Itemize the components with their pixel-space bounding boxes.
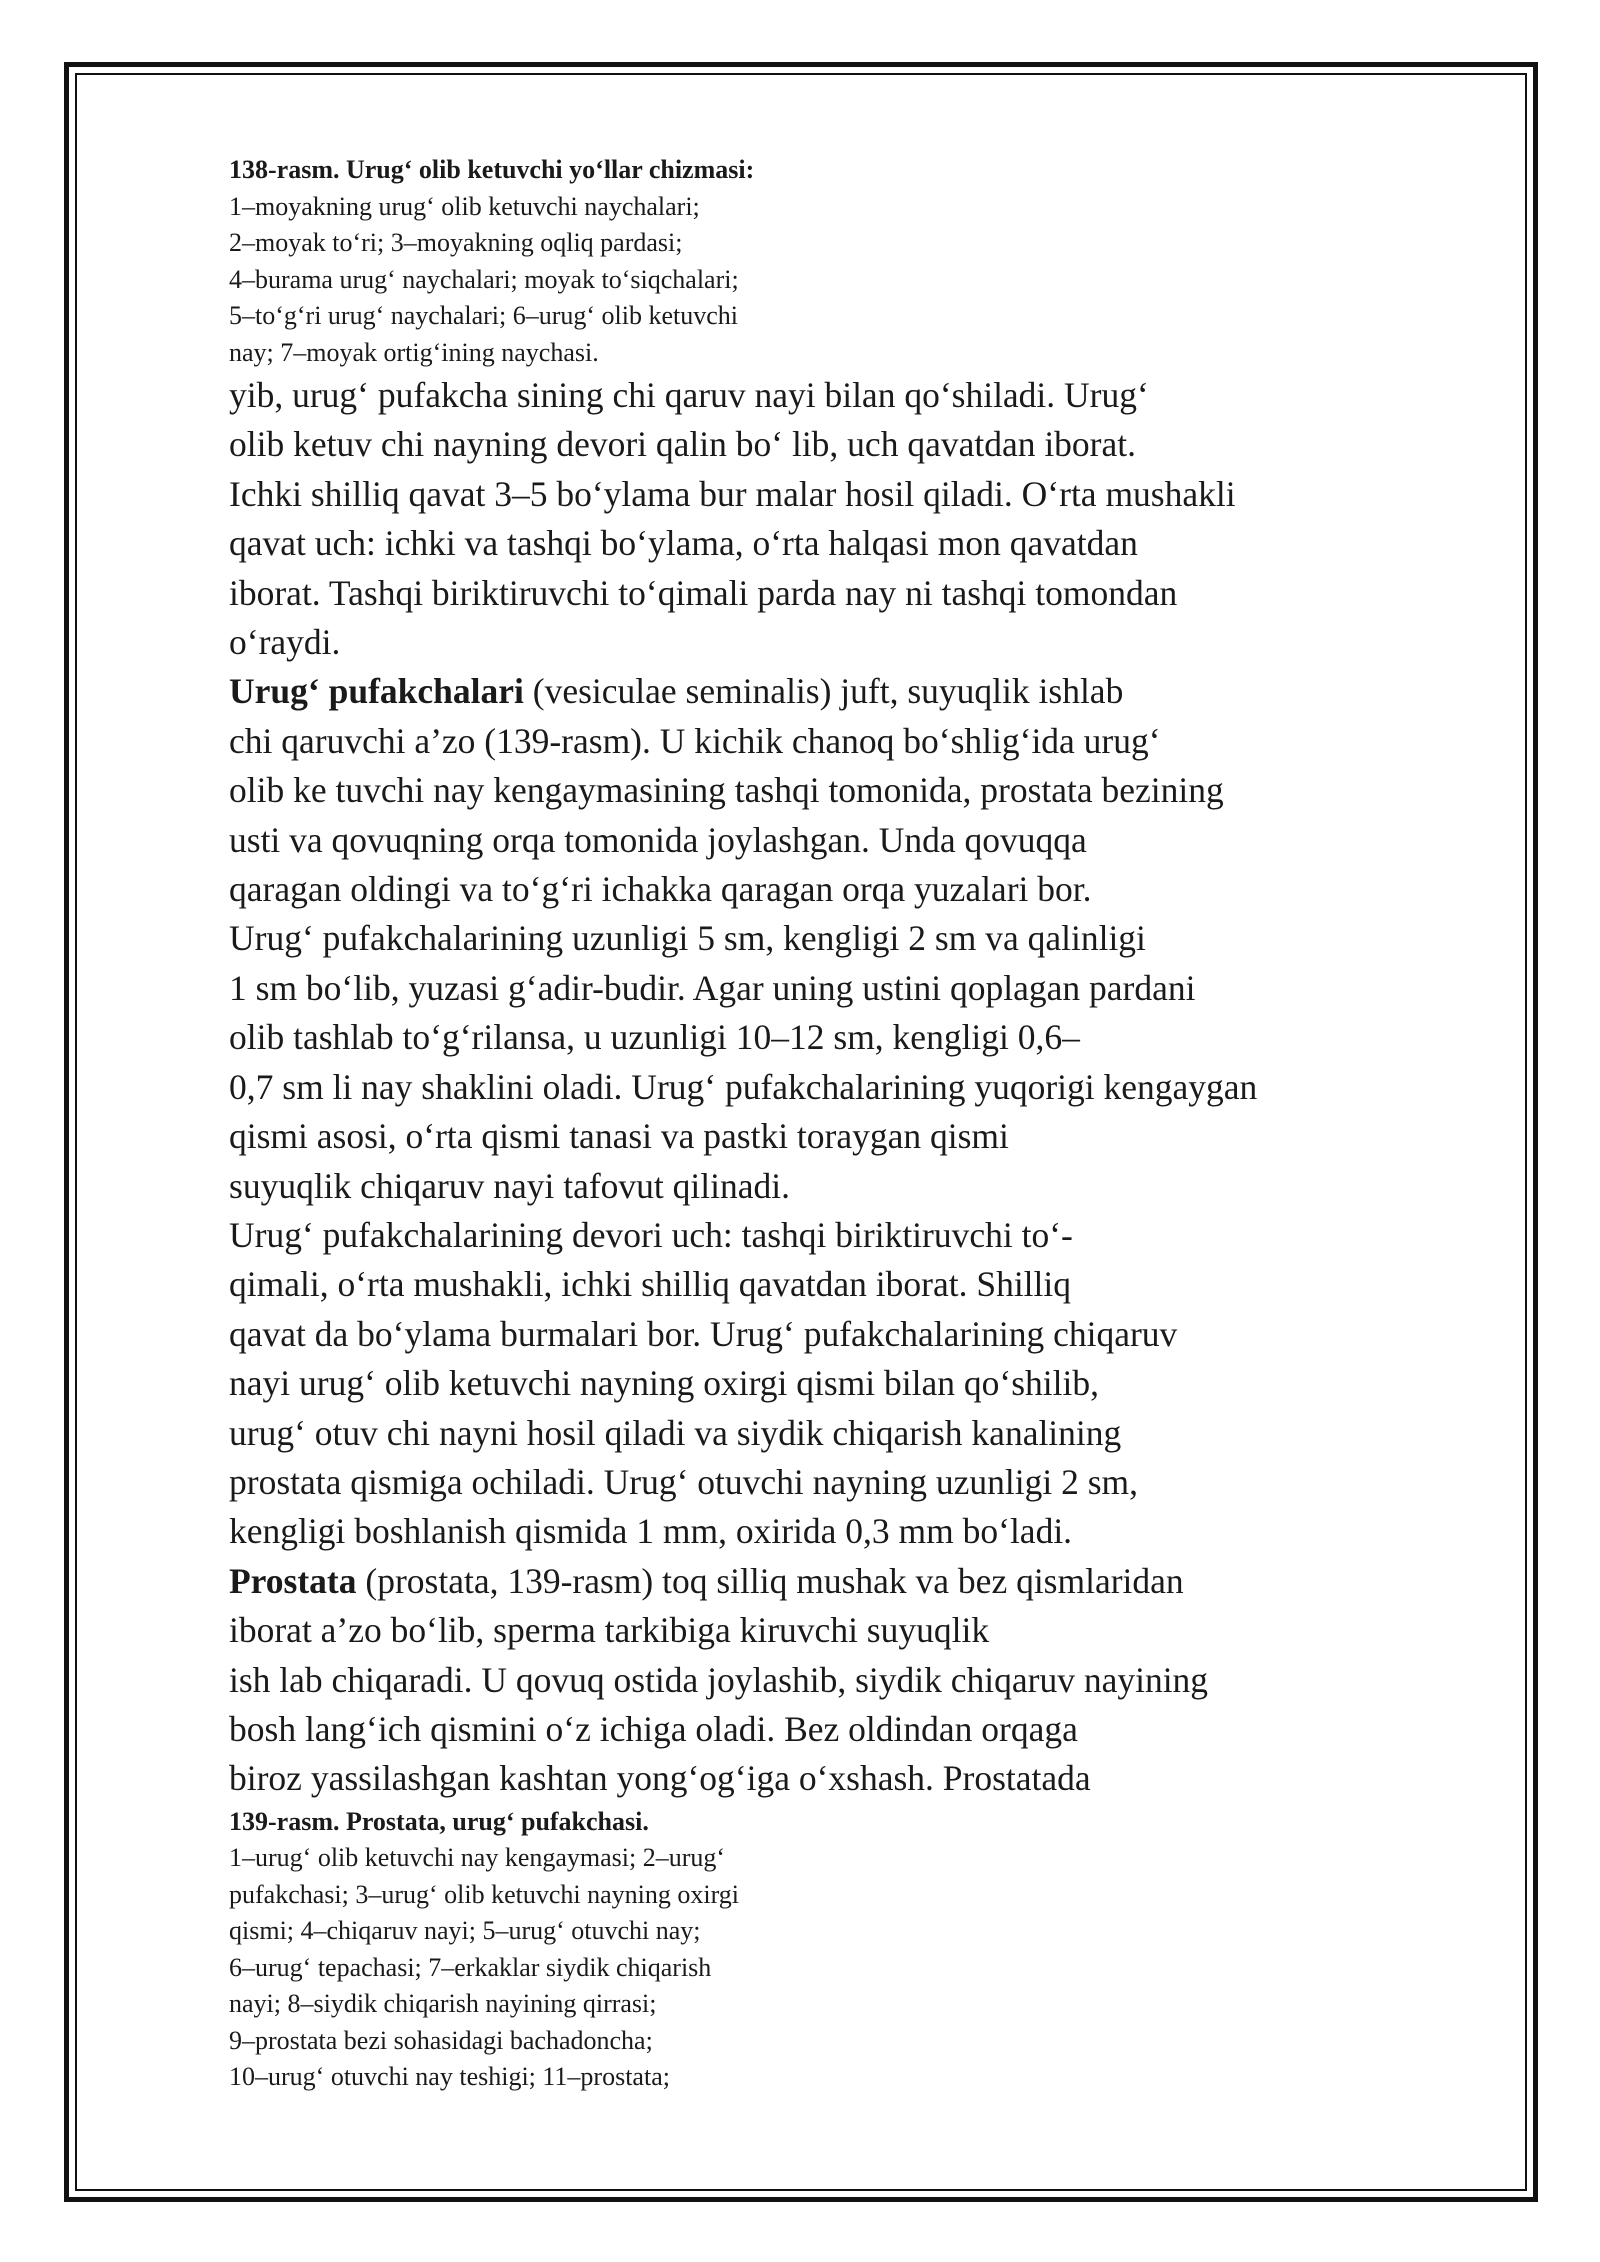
text-line: prostata qismiga ochiladi. Urug‘ otuvchi nayning uzunligi 2 sm, [229, 1461, 1139, 1502]
figure-139-line: 9–prostata bezi sohasidagi bachadoncha; [229, 2025, 653, 2055]
text-line: nayi urug‘ olib ketuvchi nayning oxirgi qismi bilan qo‘shilib, [229, 1363, 1099, 1404]
paragraph-seminal-vesicles [229, 667, 1529, 1210]
text-line: yib, urug‘ pufakcha sining chi qaruv nayi bilan qo‘shiladi. Urug‘ [229, 375, 1149, 415]
figure-139-line: nayi; 8–siydik chiqarish nayining qirrasi; [229, 1989, 657, 2019]
text-line: urug‘ otuv chi nayni hosil qiladi va siydik chiqarish kanalining [229, 1412, 1122, 1453]
text-line: Urug‘ pufakchalarining uzunligi 5 sm, kengligi 2 sm va qalinligi [229, 918, 1146, 959]
paragraph-vas-deferens [229, 371, 1529, 667]
text-line: bosh lang‘ich qismini o‘z ichiga oladi. Bez oldindan orqaga [229, 1708, 1078, 1749]
figure-139-line: 10–urug‘ otuvchi nay teshigi; 11–prostata; [229, 2062, 670, 2092]
text-line: Ichki shilliq qavat 3–5 bo‘ylama bur malar hosil qiladi. O‘rta mushakli [229, 473, 1236, 514]
text-line: qavat da bo‘ylama burmalari bor. Urug‘ pufakchalarining chiqaruv [229, 1313, 1178, 1354]
text-line: ish lab chiqaradi. U qovuq ostida joylashib, siydik chiqaruv nayining [229, 1659, 1209, 1700]
text-line: iborat a’zo bo‘lib, sperma tarkibiga kiruvchi suyuqlik [229, 1610, 990, 1651]
text-line [229, 667, 1529, 716]
figure-139-caption [229, 1804, 1529, 2096]
figure-139-line: 6–urug‘ tepachasi; 7–erkaklar siydik chiqarish [229, 1952, 712, 1982]
text-run: (vesiculae seminalis) juft, suyuqlik ishlab [523, 671, 1124, 712]
figure-138-line: 4–burama urug‘ naychalari; moyak to‘siqchalari; [229, 264, 739, 294]
page-content [229, 152, 1529, 2096]
text-line: 1 sm bo‘lib, yuzasi g‘adir-budir. Agar uning ustini qoplagan pardani [229, 967, 1196, 1008]
figure-139-line: pufakchasi; 3–urug‘ olib ketuvchi nayning oxirgi [229, 1879, 740, 1909]
figure-139-title: 139-rasm. Prostata, urug‘ pufakchasi. [229, 1806, 649, 1836]
figure-139-line: 1–urug‘ olib ketuvchi nay kengaymasi; 2–urug‘ [229, 1843, 726, 1873]
paragraph-vesicle-wall [229, 1211, 1529, 1557]
text-line: olib ke tuvchi nay kengaymasining tashqi tomonida, prostata bezining [229, 770, 1224, 811]
figure-138-line: 5–to‘g‘ri urug‘ naychalari; 6–urug‘ olib ketuvchi [229, 301, 739, 330]
text-line: 0,7 sm li nay shaklini oladi. Urug‘ pufakchalarining yuqorigi kengaygan [229, 1066, 1258, 1107]
figure-139-line: qismi; 4–chiqaruv nayi; 5–urug‘ otuvchi nay; [229, 1916, 701, 1946]
text-line: kengligi boshlanish qismida 1 mm, oxirida 0,3 mm bo‘ladi. [229, 1511, 1073, 1552]
text-line: usti va qovuqning orqa tomonida joylashgan. Unda qovuqqa [229, 819, 1087, 860]
text-line: qismi asosi, o‘rta qismi tanasi va pastki toraygan qismi [229, 1116, 1009, 1157]
figure-138-caption [229, 152, 1529, 371]
text-line: Urug‘ pufakchalarining devori uch: tashqi biriktiruvchi to‘- [229, 1214, 1073, 1255]
figure-138-line: 1–moyakning urug‘ olib ketuvchi naychalari; [229, 191, 700, 221]
text-line: suyuqlik chiqaruv nayi tafovut qilinadi. [229, 1165, 790, 1206]
figure-138-title: 138-rasm. Urug‘ olib ketuvchi yo‘llar chizmasi: [229, 155, 755, 184]
text-line: qaragan oldingi va to‘g‘ri ichakka qaragan orqa yuzalari bor. [229, 869, 1092, 910]
text-line [229, 1557, 1529, 1606]
figure-138-line: nay; 7–moyak ortig‘ining naychasi. [229, 337, 599, 367]
text-line: biroz yassilashgan kashtan yong‘og‘iga o‘xshash. Prostatada [229, 1758, 1091, 1799]
term-prostate: Prostata [229, 1560, 357, 1601]
text-line: olib tashlab to‘g‘rilansa, u uzunligi 10–12 sm, kengligi 0,6– [229, 1017, 1080, 1058]
text-run: (prostata, 139-rasm) toq silliq mushak va bez qismlaridan [356, 1560, 1184, 1601]
text-line: olib ketuv chi nayning devori qalin bo‘ lib, uch qavatdan iborat. [229, 424, 1137, 465]
text-line: chi qaruvchi a’zo (139-rasm). U kichik chanoq bo‘shlig‘ida urug‘ [229, 720, 1161, 761]
term-seminal-vesicles: Urug‘ pufakchalari [229, 671, 524, 712]
text-line: iborat. Tashqi biriktiruvchi to‘qimali parda nay ni tashqi tomondan [229, 572, 1178, 613]
text-line: qavat uch: ichki va tashqi bo‘ylama, o‘rta halqasi mon qavatdan [229, 523, 1138, 564]
text-line: qimali, o‘rta mushakli, ichki shilliq qavatdan iborat. Shilliq [229, 1264, 1072, 1305]
text-line: o‘raydi. [229, 622, 341, 663]
paragraph-prostate [229, 1557, 1529, 1804]
figure-138-line: 2–moyak to‘ri; 3–moyakning oqliq pardasi; [229, 228, 683, 257]
body-text [229, 371, 1529, 1804]
